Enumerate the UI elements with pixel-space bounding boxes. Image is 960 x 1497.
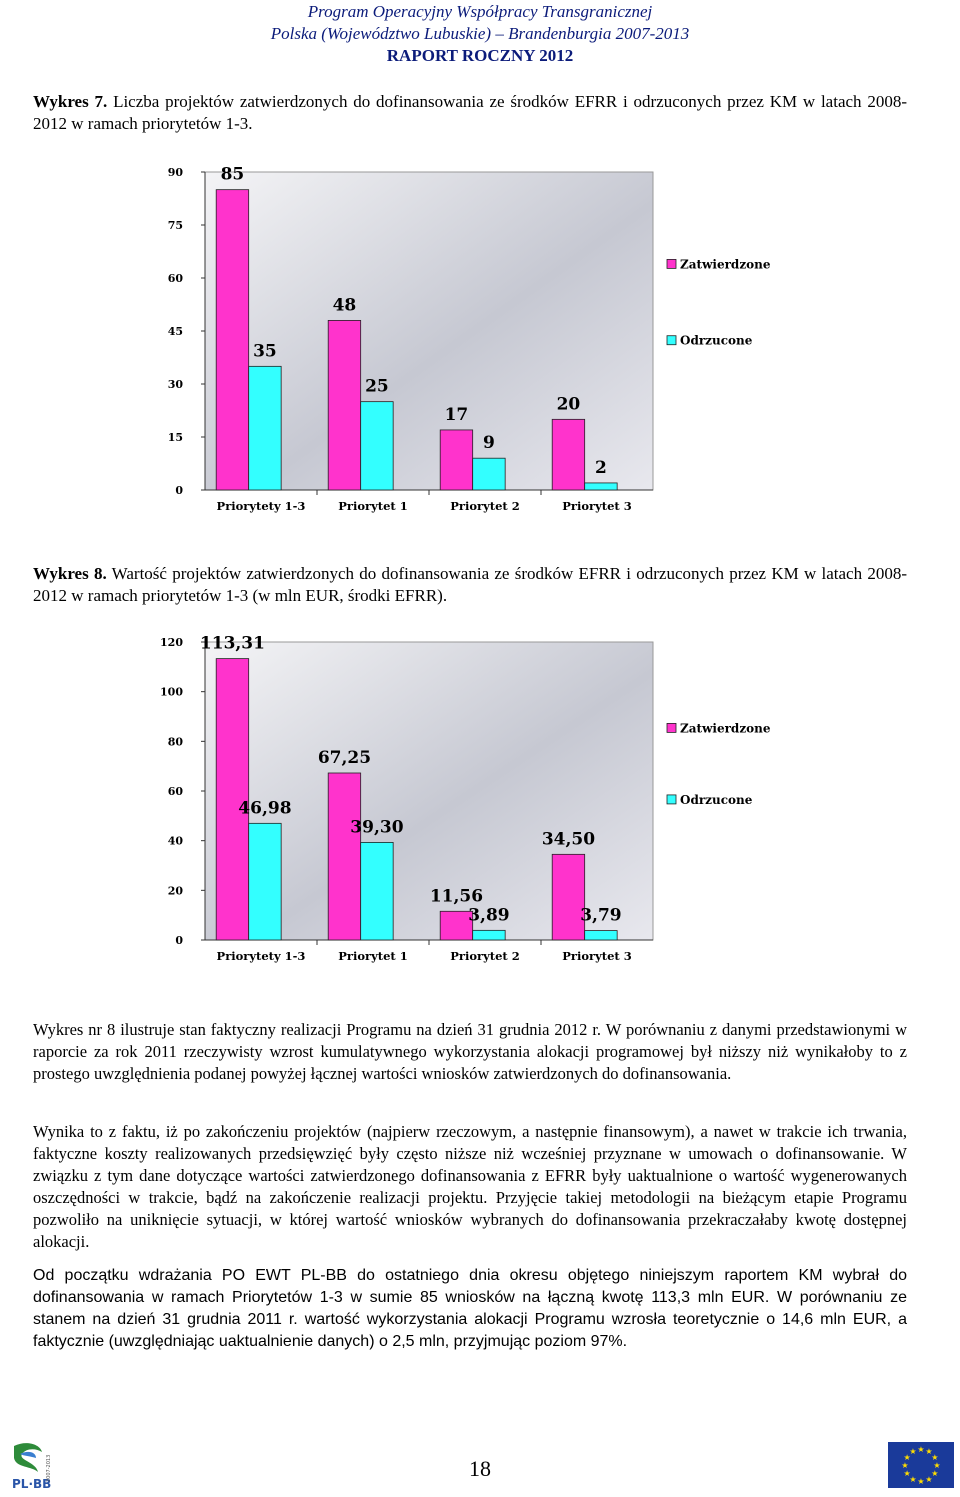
data-label: 25 [365, 376, 389, 397]
y-tick-label: 60 [167, 785, 183, 798]
y-tick-label: 80 [167, 735, 183, 749]
bar-approved [328, 773, 360, 940]
y-tick-label: 60 [167, 272, 183, 285]
y-tick-label: 0 [175, 484, 183, 497]
y-tick-label: 0 [175, 934, 183, 947]
bar-approved [552, 854, 584, 940]
legend-swatch [667, 795, 676, 804]
plbb-logo-text: PL·BB [12, 1477, 52, 1491]
eu-flag-logo [888, 1442, 954, 1488]
bar-rejected [473, 930, 505, 940]
data-label: 3,89 [468, 905, 510, 926]
chart-figure7 [150, 160, 810, 540]
x-tick-label: Priorytet 3 [562, 949, 632, 963]
data-label: 113,31 [199, 633, 265, 654]
header-region: Polska (Województwo Lubuskie) – Brandenburgia 2007-2013 [270, 24, 690, 43]
y-tick-label: 45 [167, 325, 183, 338]
legend-swatch [667, 723, 676, 732]
eu-star-icon: ★ [909, 1474, 917, 1484]
legend-label: Odrzucone [680, 333, 753, 348]
bar-approved [552, 419, 584, 490]
figure8-caption [33, 563, 907, 607]
paragraph-3: Od początku wdrażania PO EWT PL-BB do ostatniego dnia okresu objętego niniejszym raportem KM wybrał do dofinansowania w ramach Priorytetów 1-3 w sumie 85 wniosków na łączną kwotę 113,3 mln EUR. W porównaniu ze stanem na dzień 31 grudnia 2011 r. wartość wykorzystania alokacji Programu wzrosła teoretycznie o 14,6 mln EUR, a faktycznie (uwzględniając uaktualnienie danych) o 2,5 mln, przyjmując poziom 97%. [33, 1267, 907, 1350]
header-program-title: Program Operacyjny Współpracy Transgranicznej [307, 2, 653, 21]
page-number: 18 [469, 1456, 491, 1481]
data-label: 20 [556, 394, 581, 415]
paragraph-2: Wynika to z faktu, iż po zakończeniu projektów (najpierw rzeczowym, a następnie finansowym), a nawet w trakcie ich trwania, faktyczne koszty realizowanych przedsięwzięć były często niższe niż wcześniej przyznane w umowach o dofinansowanie. W związku z tym dane dotyczące wartości zatwierdzonego dofinansowania z EFRR były uaktualnione o wartość wygenerowanych oszczędności w trakcie, bądź na zakończenie realizacji projektu. Przyjęcie takiej metodologii na bieżącym etapie Programu pozwoliło na uniknięcie sytuacji, w której wartość wniosków wybranych do dofinansowania przekraczałaby kwotę dostępnej alokacji. [33, 1122, 907, 1251]
y-tick-label: 30 [167, 378, 183, 391]
eu-star-icon: ★ [909, 1447, 917, 1457]
data-label: 35 [253, 341, 277, 362]
eu-star-icon: ★ [925, 1474, 933, 1484]
data-label: 85 [220, 164, 245, 185]
y-tick-label: 75 [167, 219, 183, 232]
eu-star-icon: ★ [917, 1445, 925, 1454]
data-label: 46,98 [238, 798, 292, 819]
data-label: 48 [332, 295, 357, 316]
bar-rejected [585, 931, 617, 940]
x-tick-label: Priorytety 1-3 [216, 949, 306, 963]
figure7-caption [33, 91, 907, 135]
plbb-logo-years: 2007-2013 [46, 1454, 52, 1482]
x-tick-label: Priorytet 3 [562, 499, 632, 513]
bar-rejected [585, 483, 617, 490]
data-label: 67,25 [317, 747, 372, 768]
header-report-title: RAPORT ROCZNY 2012 [386, 46, 574, 65]
eu-star-icon: ★ [903, 1453, 911, 1462]
x-tick-label: Priorytet 2 [450, 949, 520, 963]
legend-label: Zatwierdzone [680, 257, 771, 272]
x-tick-label: Priorytet 1 [338, 499, 408, 513]
legend-label: Odrzucone [680, 792, 753, 807]
bar-approved [328, 320, 360, 490]
eu-star-icon: ★ [925, 1447, 933, 1457]
bar-rejected [249, 823, 281, 940]
data-label: 17 [444, 404, 469, 425]
y-tick-label: 40 [167, 834, 183, 848]
bar-rejected [473, 458, 505, 490]
chart-figure8-svg [150, 630, 810, 990]
legend-swatch [667, 259, 676, 268]
x-tick-label: Priorytet 2 [450, 499, 520, 513]
y-tick-label: 20 [167, 884, 183, 898]
paragraph-1: Wykres nr 8 ilustruje stan faktyczny realizacji Programu na dzień 31 grudnia 2012 r. W porównaniu z danymi przedstawionymi w raporcie za rok 2011 rzeczywisty wzrost kumulatywnego wykorzystania alokacji programowej był niższy niż wynikałoby to z prostego uwzględnienia podanej powyżej łącznej wartości wniosków zatwierdzonych do dofinansowania. [33, 1020, 907, 1083]
eu-star-icon: ★ [917, 1477, 925, 1486]
y-tick-label: 90 [167, 166, 183, 179]
x-tick-label: Priorytety 1-3 [216, 499, 306, 513]
data-label: 3,79 [580, 905, 622, 926]
figure8-caption-text: Wartość projektów zatwierdzonych do dofinansowania ze środków EFRR i odrzuconych przez KM w latach 2008-2012 w ramach priorytetów 1-3 (w mln EUR, środki EFRR). [33, 564, 907, 605]
legend-swatch [667, 336, 676, 345]
data-label: 39,30 [350, 817, 404, 838]
eu-star-icon: ★ [931, 1453, 939, 1462]
data-label: 2 [594, 457, 607, 478]
eu-star-icon: ★ [901, 1461, 909, 1470]
figure8-label: Wykres 8. [33, 564, 107, 583]
y-tick-label: 120 [160, 636, 183, 649]
eu-star-icon: ★ [933, 1461, 941, 1470]
page-header [0, 0, 960, 67]
bar-approved [440, 430, 472, 490]
bar-approved [216, 190, 248, 490]
x-tick-label: Priorytet 1 [338, 949, 408, 963]
y-tick-label: 100 [160, 685, 183, 699]
data-label: 11,56 [429, 886, 484, 907]
eu-star-icon: ★ [903, 1469, 911, 1478]
data-label: 34,50 [541, 829, 596, 850]
chart-figure8 [150, 630, 810, 990]
figure7-caption-text: Liczba projektów zatwierdzonych do dofinansowania ze środków EFRR i odrzuconych przez KM w latach 2008-2012 w ramach priorytetów 1-3. [33, 92, 907, 133]
bar-rejected [361, 842, 393, 940]
y-tick-label: 15 [167, 431, 183, 444]
legend-label: Zatwierdzone [680, 721, 771, 736]
bar-rejected [249, 366, 281, 490]
figure7-label: Wykres 7. [33, 92, 108, 111]
data-label: 9 [482, 433, 495, 454]
eu-star-icon: ★ [931, 1469, 939, 1478]
chart-figure7-svg [150, 160, 810, 540]
bar-rejected [361, 402, 393, 490]
